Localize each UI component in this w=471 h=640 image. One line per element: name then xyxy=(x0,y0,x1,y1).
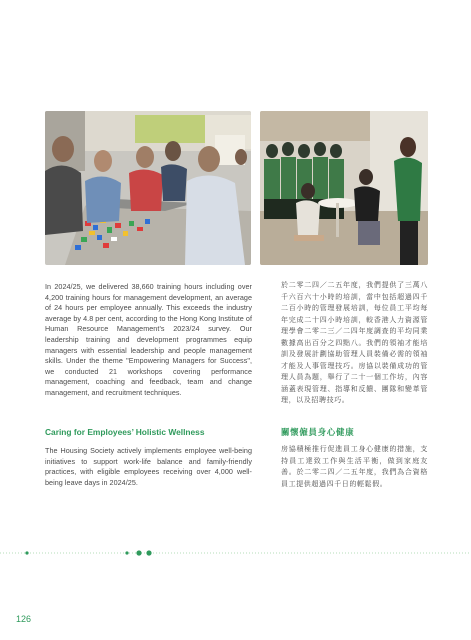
workshop-photo-right xyxy=(260,111,428,265)
wellness-heading-en: Caring for Employees’ Holistic Wellness xyxy=(45,427,205,437)
intro-paragraph-zh: 於二零二四／二五年度，我們提供了三萬八千六百六十小時的培訓，當中包括超過四千二百小時的管理發展培訓，每位員工平均每年完成二十四小時培訓，較香港人力資源管理學會二零二三／二四年度調查的平均同業數據高出百分之四點八。我們的領袖才能培訓及發展計劃協助管理人員裝備必需的領袖才能及人事管理技巧。房協以裝備成功的管理人員為題，舉行了二十一個工作坊，內容涵蓋表現管理、指導和反饋、團隊和變革管理，以及招聘技巧。 xyxy=(281,281,428,404)
decorative-divider xyxy=(0,550,471,556)
wellness-heading-zh: 關懷僱員身心健康 xyxy=(281,427,355,437)
intro-paragraph-en: In 2024/25, we delivered 38,660 training hours including over 4,200 training hours for management development, an average of 24 hours per employee annually. This exceeds the industry average by 4.8 per cent, according to the Hong Kong Institute of Human Resource Management’s 2023/24 survey. Our leadership training and development programmes equip managers with essential leadership and people management skills. Under the theme "Empowering Managers for Success", we conducted 21 workshops covering performance management, coaching and feedback, team and change management, and recruitment techniques. xyxy=(45,282,252,397)
wellness-paragraph-en: The Housing Society actively implements employee well-being initiatives to support work-life balance and family-friendly practices, with eligible employees receiving over 4,000 well-being leave days in 2024/25. xyxy=(45,446,252,487)
page-number: 126 xyxy=(16,614,32,624)
wellness-paragraph-zh: 房協積極推行促進員工身心健康的措施，支持員工達致工作與生活平衡，做到家庭友善。於二零二四／二五年度，我們為合資格員工提供超過四千日的輕鬆假。 xyxy=(281,445,428,488)
workshop-photo-left xyxy=(45,111,251,265)
